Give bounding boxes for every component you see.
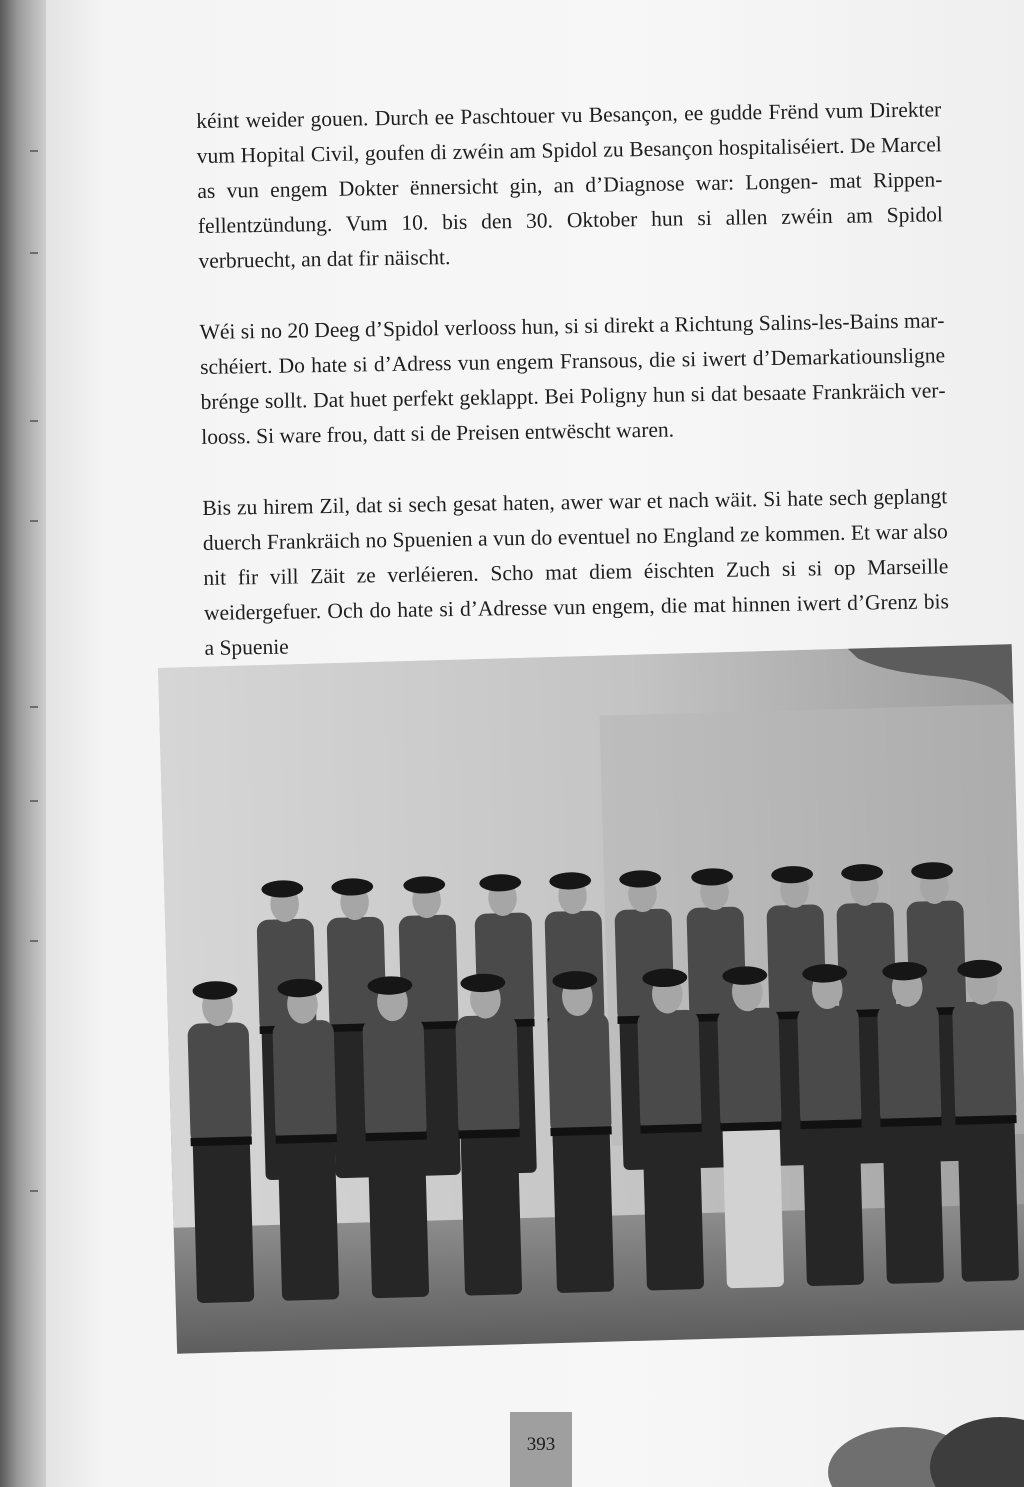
soldier-belt [800, 1119, 861, 1129]
group-photo [158, 644, 1024, 1354]
gutter-mark [30, 420, 38, 422]
soldier-trousers [957, 1117, 1019, 1282]
soldier-belt [640, 1124, 701, 1134]
soldier-belt [955, 1115, 1016, 1125]
page-number: 393 [526, 1434, 556, 1455]
soldier-shirt [836, 902, 896, 1018]
soldier-belt [720, 1122, 781, 1132]
soldier [271, 978, 341, 1301]
soldier-shirt [455, 1015, 520, 1139]
soldier-shirt [797, 1005, 862, 1129]
soldier-shirt [717, 1007, 782, 1131]
gutter-mark [30, 1190, 38, 1192]
gutter-mark [30, 520, 38, 522]
soldier [361, 975, 431, 1298]
soldier-belt [191, 1136, 252, 1146]
body-text [196, 92, 950, 702]
paragraph-3: Bis zu hirem Zil, dat si sech gesat haten, awer war et nach wäit. Si hate sech geplangt duerch Frankräich no Spuenien a vun do eventuel no England ze kommen. Et war also nit fir vill Zäit ze verléieren. Scho mat diem éischten Zuch si si op Marseille weidergefuer. Och do hate si d’Adresse vun engem, die mat hinnen iwert d’Grenz bis a Spuenie [202, 484, 950, 660]
soldier [951, 959, 1021, 1282]
gutter-mark [30, 706, 38, 708]
soldier [454, 973, 524, 1296]
gutter-mark [30, 252, 38, 254]
group-photo-drawing [158, 644, 1024, 1354]
book-gutter [0, 0, 46, 1487]
soldier-belt [365, 1131, 426, 1141]
soldier-trousers [722, 1124, 784, 1289]
soldier-belt [550, 1126, 611, 1136]
soldier-trousers [642, 1126, 704, 1291]
soldier-shirt [637, 1010, 702, 1134]
soldier-belt [880, 1117, 941, 1127]
soldier [796, 963, 866, 1286]
soldier [186, 980, 256, 1303]
soldier-trousers [552, 1128, 614, 1293]
soldier-trousers [882, 1119, 944, 1284]
soldier [546, 970, 616, 1293]
soldier-belt [458, 1129, 519, 1139]
soldier-trousers [193, 1138, 255, 1303]
gutter-mark [30, 800, 38, 802]
soldier [636, 968, 706, 1291]
soldier [716, 966, 786, 1289]
soldier-belt [276, 1134, 337, 1144]
soldier-shirt [547, 1012, 612, 1136]
soldier-shirt [362, 1017, 427, 1141]
soldier-trousers [278, 1136, 340, 1301]
soldier-shirt [272, 1020, 337, 1144]
soldier-trousers [368, 1134, 430, 1299]
page-number-tab [510, 1412, 572, 1487]
soldier-shirt [952, 1001, 1017, 1125]
gutter-mark [30, 150, 38, 152]
soldier-shirt [399, 914, 459, 1030]
soldier-shirt [187, 1022, 252, 1146]
gutter-mark [30, 940, 38, 942]
soldier-shirt [327, 916, 387, 1032]
soldier-trousers [802, 1121, 864, 1286]
soldier [876, 961, 946, 1284]
paragraph-2: Wéi si no 20 Deeg d’Spidol verlooss hun, si si direkt a Richtung Salins-les-Bains marschéiert. Do hate si d’Adress vun engem Fransous, die si iwert d’Demarkatiounsligne brénge sollt. Dat huet perfekt geklappt. Bei Poligny hun si dat besaate Frankräich verlooss. Si ware frou, datt si de Preisen entwëscht waren. [199, 308, 946, 449]
soldier-shirt [877, 1003, 942, 1127]
paragraph-1: kéint weider gouen. Durch ee Paschtouer vu Besançon, ee gudde Frënd vum Direkter vum Hopital Civil, goufen di zwéin am Spidol zu Besançon hospitaliséiert. De Marcel as vun engem Dokter ënnersicht gin, an d’Diagnose war: Longen- mat Rippenfellentzündung. Vum 10. bis den 30. Oktober hun si allen zwéin am Spidol verbruecht, an dat fir näischt. [196, 97, 944, 273]
soldier-trousers [461, 1131, 523, 1296]
